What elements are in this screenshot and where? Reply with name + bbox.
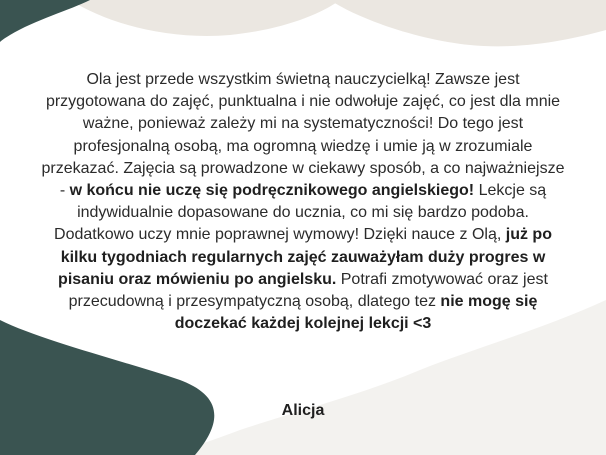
testimonial-text: [40, 69, 566, 335]
author-name: Alicja: [281, 402, 325, 419]
quote-segment: Lekcje są indywidualnie dopasowane do ucznia, co mi się bardzo podoba. Dodatkowo uczy mnie poprawnej wymowy! Dzięki nauce z Olą,: [54, 182, 547, 244]
quote-highlight: w końcu nie uczę się podręcznikowego angielskiego!: [69, 182, 475, 200]
quote-segment: Ola jest przede wszystkim świetną nauczycielką! Zawsze jest przygotowana do zajęć, punktualna i nie odwołuje zajęć, co jest dla mnie ważne, ponieważ zależy mi na systematyczności! Do tego jest profesjonalną osobą, ma ogromną wiedzę i umie ją w zrozumiale przekazać. Zajęcia są prowadzone w ciekawy sposób, a co najważniejsze -: [41, 71, 565, 200]
quote-segment: Potrafi zmotywować oraz jest przecudowną i przesympatyczną osobą, dlatego tez: [68, 270, 548, 311]
quote-highlight: nie mogę się doczekać każdej kolejnej lekcji <3: [174, 293, 538, 333]
quote-highlight: już po kilku tygodniach regularnych zajęć zauważyłam duży progres w pisaniu oraz mówieniu po angielsku.: [58, 226, 552, 288]
